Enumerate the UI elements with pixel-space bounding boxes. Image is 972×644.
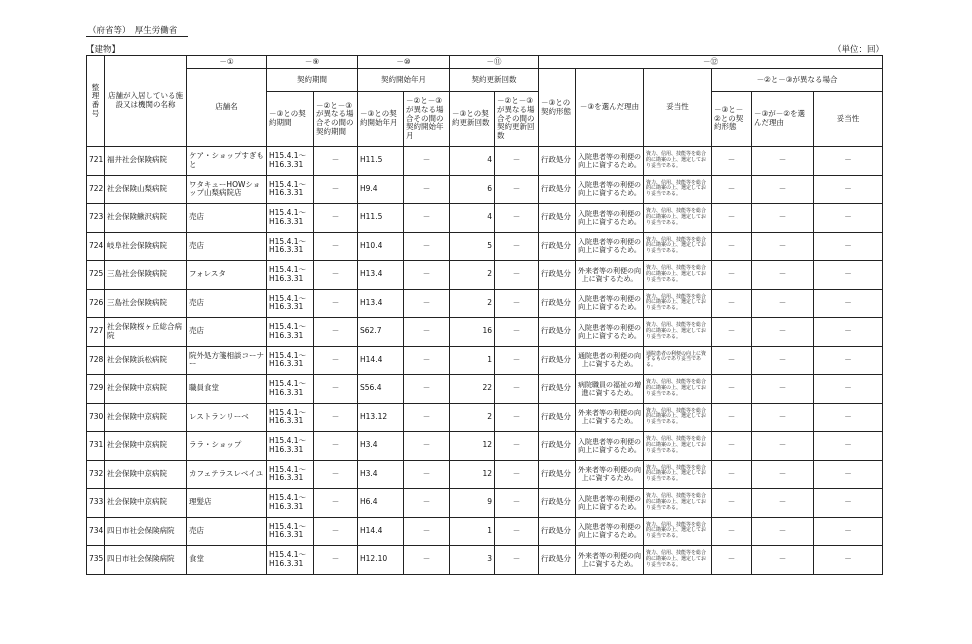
selection-reason: 入院患者等の利便の向上に資するため。 <box>576 232 644 261</box>
selection-reason: 外来者等の利便の向上に資するため。 <box>576 261 644 290</box>
header-group-9: －⑨ <box>267 56 358 69</box>
renewal-count-b: － <box>495 232 539 261</box>
renewal-count-b: － <box>495 432 539 461</box>
table-row <box>87 232 883 261</box>
selection-reason: 入院患者等の利便の向上に資するため。 <box>576 147 644 176</box>
store-name: 売店 <box>187 517 267 546</box>
header-group-11: －⑪ <box>450 56 539 69</box>
contract-form: 行政処分 <box>539 489 576 518</box>
store-name: ケア・ショップすぎもと <box>187 147 267 176</box>
diff-reason: － <box>752 403 814 432</box>
renewal-count: 4 <box>450 204 495 233</box>
validity-note: 資力、信用、技能等を総合的に勘案の上、選定しており妥当である。 <box>644 289 712 318</box>
facility-name: 福井社会保険病院 <box>105 147 187 176</box>
header-start-b: －②と－③が異なる場合その間の契約開始年月 <box>404 92 450 147</box>
renewal-count: 2 <box>450 261 495 290</box>
diff-validity: － <box>814 289 883 318</box>
contract-start: H13.4 <box>358 289 404 318</box>
contract-start-b: － <box>404 517 450 546</box>
header-validity: 妥当性 <box>644 69 712 147</box>
validity-note: 資力、信用、技能等を総合的に勘案の上、選定しており妥当である。 <box>644 232 712 261</box>
facility-name: 社会保険浜松病院 <box>105 346 187 375</box>
diff-reason: － <box>752 261 814 290</box>
store-name: 理髪店 <box>187 489 267 518</box>
renewal-count-b: － <box>495 289 539 318</box>
contract-start-b: － <box>404 403 450 432</box>
diff-reason: － <box>752 175 814 204</box>
diff-form: － <box>712 175 752 204</box>
row-number: 730 <box>87 403 105 432</box>
renewal-count-b: － <box>495 403 539 432</box>
diff-form: － <box>712 432 752 461</box>
contract-start-b: － <box>404 147 450 176</box>
header-renewal: 契約更新回数 <box>450 69 539 92</box>
facility-name: 社会保険中京病院 <box>105 460 187 489</box>
validity-note: 資力、信用、技能等を総合的に勘案の上、選定しており妥当である。 <box>644 460 712 489</box>
diff-form: － <box>712 489 752 518</box>
renewal-count: 1 <box>450 346 495 375</box>
contract-table <box>86 55 883 575</box>
contract-period-b: － <box>314 489 358 518</box>
renewal-count-b: － <box>495 346 539 375</box>
row-number: 731 <box>87 432 105 461</box>
validity-note: 資力、信用、技能等を総合的に勘案の上、選定しており妥当である。 <box>644 403 712 432</box>
contract-start: H13.12 <box>358 403 404 432</box>
contract-form: 行政処分 <box>539 403 576 432</box>
contract-form: 行政処分 <box>539 546 576 575</box>
diff-reason: － <box>752 346 814 375</box>
renewal-count: 22 <box>450 375 495 404</box>
contract-period-b: － <box>314 204 358 233</box>
contract-period-b: － <box>314 175 358 204</box>
facility-name: 社会保険山梨病院 <box>105 175 187 204</box>
facility-name: 社会保険桜ヶ丘総合病院 <box>105 318 187 347</box>
store-name: 売店 <box>187 289 267 318</box>
validity-note: 通院患者の利便の向上に資するものであり妥当である。 <box>644 346 712 375</box>
row-number: 724 <box>87 232 105 261</box>
validity-note: 資力、信用、技能等を総合的に勘案の上、選定しており妥当である。 <box>644 204 712 233</box>
diff-form: － <box>712 289 752 318</box>
row-number: 721 <box>87 147 105 176</box>
store-name: 売店 <box>187 318 267 347</box>
diff-form: － <box>712 204 752 233</box>
contract-period: H15.4.1～H16.3.31 <box>267 460 314 489</box>
row-number: 722 <box>87 175 105 204</box>
store-name: 職員食堂 <box>187 375 267 404</box>
table-row <box>87 318 883 347</box>
header-diff-validity: 妥当性 <box>814 92 883 147</box>
contract-start-b: － <box>404 261 450 290</box>
selection-reason: 入院患者等の利便の向上に資するため。 <box>576 318 644 347</box>
contract-form: 行政処分 <box>539 375 576 404</box>
table-row <box>87 175 883 204</box>
header-diff: －②と－③が異なる場合 <box>712 69 883 92</box>
diff-validity: － <box>814 346 883 375</box>
selection-reason: 外来者等の利便の向上に資するため。 <box>576 460 644 489</box>
diff-validity: － <box>814 546 883 575</box>
validity-note: 資力、信用、技能等を総合的に勘案の上、選定しており妥当である。 <box>644 175 712 204</box>
table-row <box>87 460 883 489</box>
facility-name: 社会保険中京病院 <box>105 375 187 404</box>
contract-start: H11.5 <box>358 147 404 176</box>
contract-period-b: － <box>314 289 358 318</box>
ministry-label: （府省等） 厚生労働省 <box>88 26 178 36</box>
row-number: 726 <box>87 289 105 318</box>
facility-name: 三島社会保険病院 <box>105 261 187 290</box>
contract-start-b: － <box>404 489 450 518</box>
renewal-count: 12 <box>450 460 495 489</box>
contract-period-b: － <box>314 546 358 575</box>
diff-form: － <box>712 546 752 575</box>
selection-reason: 外来者等の利便の向上に資するため。 <box>576 546 644 575</box>
diff-validity: － <box>814 460 883 489</box>
contract-start: H6.4 <box>358 489 404 518</box>
table-row <box>87 147 883 176</box>
renewal-count-b: － <box>495 175 539 204</box>
contract-form: 行政処分 <box>539 318 576 347</box>
contract-form: 行政処分 <box>539 147 576 176</box>
ministry-underline <box>86 36 188 37</box>
contract-period: H15.4.1～H16.3.31 <box>267 147 314 176</box>
renewal-count-b: － <box>495 261 539 290</box>
table-row <box>87 261 883 290</box>
facility-name: 社会保険鰍沢病院 <box>105 204 187 233</box>
renewal-count-b: － <box>495 460 539 489</box>
contract-start-b: － <box>404 546 450 575</box>
validity-note: 資力、信用、技能等を総合的に勘案の上、選定しており妥当である。 <box>644 546 712 575</box>
renewal-count: 9 <box>450 489 495 518</box>
renewal-count: 12 <box>450 432 495 461</box>
header-store: 店舗名 <box>187 69 267 147</box>
contract-start-b: － <box>404 204 450 233</box>
section-label: 【建物】 <box>86 45 121 55</box>
diff-reason: － <box>752 489 814 518</box>
validity-note: 資力、信用、技能等を総合的に勘案の上、選定しており妥当である。 <box>644 489 712 518</box>
facility-name: 社会保険中京病院 <box>105 489 187 518</box>
renewal-count-b: － <box>495 204 539 233</box>
diff-validity: － <box>814 375 883 404</box>
facility-name: 社会保険中京病院 <box>105 403 187 432</box>
contract-period: H15.4.1～H16.3.31 <box>267 318 314 347</box>
header-start-a: －③との契約開始年月 <box>358 92 404 147</box>
store-name: フォレスタ <box>187 261 267 290</box>
contract-start: H11.5 <box>358 204 404 233</box>
diff-validity: － <box>814 489 883 518</box>
contract-period: H15.4.1～H16.3.31 <box>267 375 314 404</box>
contract-period: H15.4.1～H16.3.31 <box>267 546 314 575</box>
diff-reason: － <box>752 204 814 233</box>
row-number: 735 <box>87 546 105 575</box>
contract-period: H15.4.1～H16.3.31 <box>267 346 314 375</box>
header-group-1: －① <box>187 56 267 69</box>
selection-reason: 病院職員の福祉の増進に資するため。 <box>576 375 644 404</box>
diff-reason: － <box>752 318 814 347</box>
header-seq: 整理番号 <box>87 56 105 147</box>
contract-start: H13.4 <box>358 261 404 290</box>
store-name: カフェテラスレベイユ <box>187 460 267 489</box>
renewal-count-b: － <box>495 546 539 575</box>
contract-period: H15.4.1～H16.3.31 <box>267 175 314 204</box>
diff-form: － <box>712 517 752 546</box>
validity-note: 資力、信用、技能等を総合的に勘案の上、選定しており妥当である。 <box>644 318 712 347</box>
contract-period-b: － <box>314 147 358 176</box>
table-row <box>87 489 883 518</box>
header-facility: 店舗が入居している施設又は機関の名称 <box>105 56 187 147</box>
selection-reason: 入院患者等の利便の向上に資するため。 <box>576 489 644 518</box>
diff-validity: － <box>814 147 883 176</box>
validity-note: 資力、信用、技能等を総合的に勘案の上、選定しており妥当である。 <box>644 432 712 461</box>
row-number: 733 <box>87 489 105 518</box>
renewal-count: 2 <box>450 289 495 318</box>
diff-validity: － <box>814 318 883 347</box>
store-name: 院外処方箋相談コーナー <box>187 346 267 375</box>
validity-note: 資力、信用、技能等を総合的に勘案の上、選定しており妥当である。 <box>644 375 712 404</box>
contract-start-b: － <box>404 346 450 375</box>
contract-period: H15.4.1～H16.3.31 <box>267 232 314 261</box>
contract-period: H15.4.1～H16.3.31 <box>267 517 314 546</box>
store-name: 売店 <box>187 204 267 233</box>
unit-label: （単位：回） <box>832 45 884 55</box>
contract-period: H15.4.1～H16.3.31 <box>267 204 314 233</box>
contract-period-b: － <box>314 318 358 347</box>
renewal-count: 6 <box>450 175 495 204</box>
table-row <box>87 403 883 432</box>
selection-reason: 入院患者等の利便の向上に資するため。 <box>576 204 644 233</box>
diff-validity: － <box>814 261 883 290</box>
contract-period-b: － <box>314 346 358 375</box>
contract-form: 行政処分 <box>539 175 576 204</box>
table-row <box>87 289 883 318</box>
table-row <box>87 346 883 375</box>
row-number: 734 <box>87 517 105 546</box>
validity-note: 資力、信用、技能等を総合的に勘案の上、選定しており妥当である。 <box>644 261 712 290</box>
table-row <box>87 432 883 461</box>
contract-form: 行政処分 <box>539 289 576 318</box>
contract-start-b: － <box>404 375 450 404</box>
diff-reason: － <box>752 289 814 318</box>
renewal-count: 5 <box>450 232 495 261</box>
row-number: 725 <box>87 261 105 290</box>
renewal-count: 3 <box>450 546 495 575</box>
selection-reason: 入院患者等の利便の向上に資するため。 <box>576 289 644 318</box>
contract-start: H3.4 <box>358 460 404 489</box>
selection-reason: 入院患者等の利便の向上に資するため。 <box>576 175 644 204</box>
table-row <box>87 375 883 404</box>
diff-form: － <box>712 261 752 290</box>
header-period: 契約期間 <box>267 69 358 92</box>
diff-validity: － <box>814 232 883 261</box>
diff-validity: － <box>814 403 883 432</box>
renewal-count-b: － <box>495 375 539 404</box>
contract-period: H15.4.1～H16.3.31 <box>267 489 314 518</box>
renewal-count: 4 <box>450 147 495 176</box>
table-row <box>87 204 883 233</box>
facility-name: 四日市社会保険病院 <box>105 517 187 546</box>
diff-reason: － <box>752 375 814 404</box>
diff-reason: － <box>752 460 814 489</box>
renewal-count: 1 <box>450 517 495 546</box>
store-name: 売店 <box>187 232 267 261</box>
diff-form: － <box>712 375 752 404</box>
row-number: 729 <box>87 375 105 404</box>
selection-reason: 外来者等の利便の向上に資するため。 <box>576 403 644 432</box>
selection-reason: 通院患者の利便の向上に資するため。 <box>576 346 644 375</box>
contract-period-b: － <box>314 432 358 461</box>
table-row <box>87 517 883 546</box>
diff-validity: － <box>814 204 883 233</box>
table-row <box>87 546 883 575</box>
contract-start-b: － <box>404 460 450 489</box>
contract-period: H15.4.1～H16.3.31 <box>267 289 314 318</box>
diff-validity: － <box>814 432 883 461</box>
group-header-row <box>87 56 883 69</box>
diff-reason: － <box>752 517 814 546</box>
diff-form: － <box>712 147 752 176</box>
diff-reason: － <box>752 232 814 261</box>
contract-start: H9.4 <box>358 175 404 204</box>
contract-period-b: － <box>314 403 358 432</box>
diff-reason: － <box>752 546 814 575</box>
diff-form: － <box>712 403 752 432</box>
contract-form: 行政処分 <box>539 460 576 489</box>
facility-name: 社会保険中京病院 <box>105 432 187 461</box>
facility-name: 三島社会保険病院 <box>105 289 187 318</box>
selection-reason: 入院患者等の利便の向上に資するため。 <box>576 432 644 461</box>
contract-start: S56.4 <box>358 375 404 404</box>
contract-period: H15.4.1～H16.3.31 <box>267 432 314 461</box>
diff-form: － <box>712 318 752 347</box>
row-number: 732 <box>87 460 105 489</box>
header-diff-form: －③と－②との契約形態 <box>712 92 752 147</box>
contract-form: 行政処分 <box>539 204 576 233</box>
contract-start-b: － <box>404 318 450 347</box>
row-number: 727 <box>87 318 105 347</box>
header-period-a: －③との契約期間 <box>267 92 314 147</box>
header-start: 契約開始年月 <box>358 69 450 92</box>
store-name: ララ・ショップ <box>187 432 267 461</box>
category-header-row <box>87 69 883 92</box>
header-group-10: －⑩ <box>358 56 450 69</box>
contract-start: H10.4 <box>358 232 404 261</box>
contract-form: 行政処分 <box>539 517 576 546</box>
diff-validity: － <box>814 517 883 546</box>
contract-form: 行政処分 <box>539 432 576 461</box>
diff-form: － <box>712 460 752 489</box>
renewal-count: 16 <box>450 318 495 347</box>
diff-form: － <box>712 346 752 375</box>
row-number: 723 <box>87 204 105 233</box>
contract-form: 行政処分 <box>539 261 576 290</box>
header-renew-a: －③との契約更新回数 <box>450 92 495 147</box>
validity-note: 資力、信用、技能等を総合的に勘案の上、選定しており妥当である。 <box>644 517 712 546</box>
store-name: 食堂 <box>187 546 267 575</box>
contract-start: H14.4 <box>358 346 404 375</box>
contract-start-b: － <box>404 232 450 261</box>
renewal-count-b: － <box>495 489 539 518</box>
selection-reason: 入院患者等の利便の向上に資するため。 <box>576 517 644 546</box>
contract-period-b: － <box>314 517 358 546</box>
renewal-count-b: － <box>495 318 539 347</box>
header-renew-b: －②と－③が異なる場合その間の契約更新回数 <box>495 92 539 147</box>
renewal-count-b: － <box>495 517 539 546</box>
store-name: ワタキューHOWショップ山梨病院店 <box>187 175 267 204</box>
facility-name: 岐阜社会保険病院 <box>105 232 187 261</box>
contract-period-b: － <box>314 460 358 489</box>
diff-validity: － <box>814 175 883 204</box>
contract-period-b: － <box>314 375 358 404</box>
contract-start: S62.7 <box>358 318 404 347</box>
header-reason: －③を選んだ理由 <box>576 69 644 147</box>
diff-reason: － <box>752 147 814 176</box>
contract-start: H12.10 <box>358 546 404 575</box>
facility-name: 四日市社会保険病院 <box>105 546 187 575</box>
contract-start-b: － <box>404 289 450 318</box>
renewal-count: 2 <box>450 403 495 432</box>
contract-start: H3.4 <box>358 432 404 461</box>
header-form: －③との契約形態 <box>539 69 576 147</box>
header-diff-reason: －③が－②を選んだ理由 <box>752 92 814 147</box>
contract-form: 行政処分 <box>539 232 576 261</box>
contract-period-b: － <box>314 232 358 261</box>
contract-start-b: － <box>404 432 450 461</box>
contract-start: H14.4 <box>358 517 404 546</box>
validity-note: 資力、信用、技能等を総合的に勘案の上、選定しており妥当である。 <box>644 147 712 176</box>
header-group-12: －⑫ <box>539 56 883 69</box>
store-name: レストランリーベ <box>187 403 267 432</box>
contract-period: H15.4.1～H16.3.31 <box>267 403 314 432</box>
contract-form: 行政処分 <box>539 346 576 375</box>
row-number: 728 <box>87 346 105 375</box>
contract-period-b: － <box>314 261 358 290</box>
contract-period: H15.4.1～H16.3.31 <box>267 261 314 290</box>
diff-form: － <box>712 232 752 261</box>
contract-start-b: － <box>404 175 450 204</box>
renewal-count-b: － <box>495 147 539 176</box>
header-period-b: －②と－③が異なる場合その間の契約期間 <box>314 92 358 147</box>
diff-reason: － <box>752 432 814 461</box>
